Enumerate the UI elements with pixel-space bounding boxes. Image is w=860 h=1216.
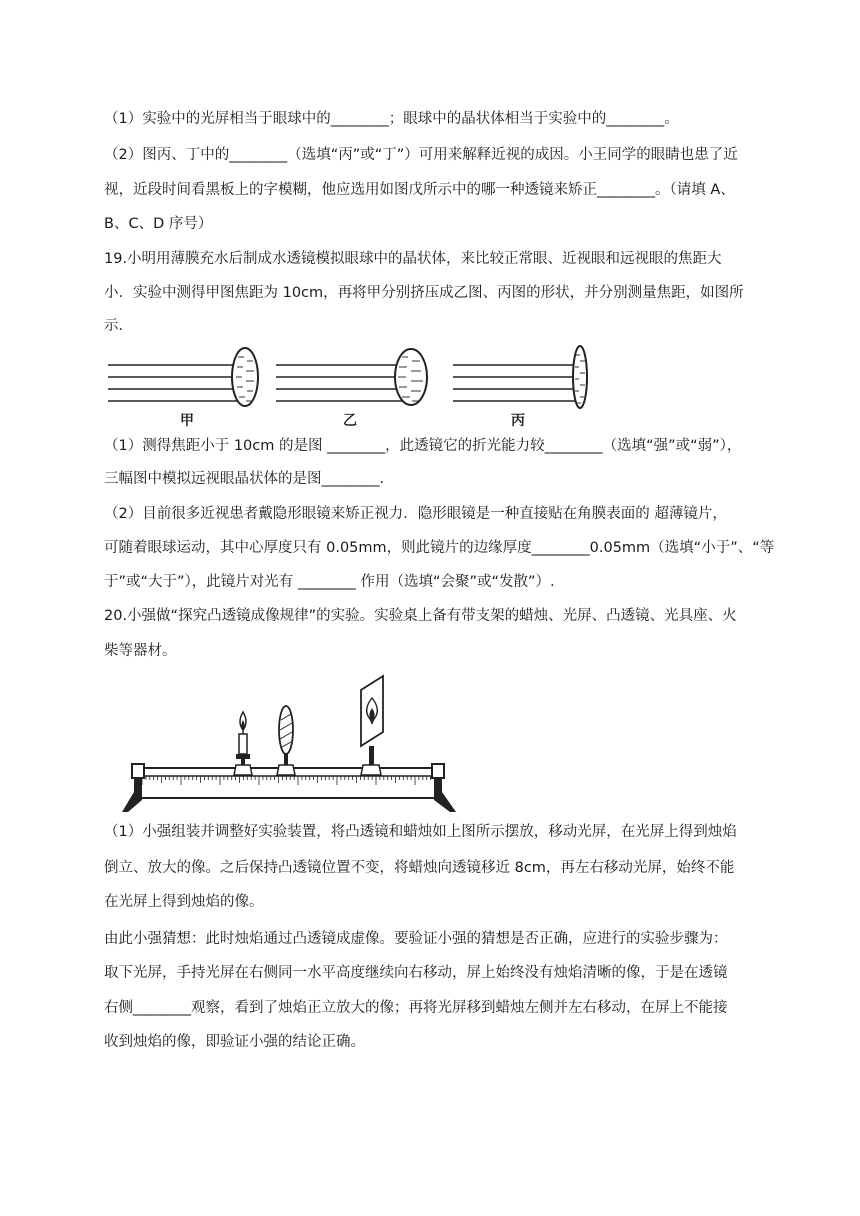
q20-part2-line4: 收到烛焰的像，即验证小强的结论正确。	[104, 1034, 365, 1050]
optical-bench-figure	[118, 672, 458, 817]
q20-part1-line3: 在光屏上得到烛焰的像。	[104, 894, 264, 910]
q18-part2-line3: B、C、D 序号）	[104, 216, 213, 232]
q20-part2-line1: 由此小强猜想：此时烛焰通过凸透镜成虚像。要验证小强的猜想是否正确，应进行的实验步骤为：	[104, 931, 728, 947]
q20-part1-line1: （1）小强组装并调整好实验装置，将凸透镜和蜡烛如上图所示摆放，移动光屏，在光屏上得到烛焰	[104, 824, 737, 840]
water-lens-figure	[108, 343, 608, 428]
convex-lens	[277, 706, 295, 775]
q19-stem-line2: 小．实验中测得甲图焦距为 10cm，再将甲分别挤压成乙图、丙图的形状，并分别测量焦距，如图所	[104, 285, 744, 301]
label-bing: 丙	[511, 413, 525, 428]
q19-stem-line1: 19.小明用薄膜充水后制成水透镜模拟眼球中的晶状体，来比较正常眼、近视眼和远视眼的焦距大	[104, 251, 722, 267]
lens-jia-diagram	[108, 348, 258, 428]
q19-stem-line3: 示．	[104, 318, 133, 334]
label-yi: 乙	[343, 413, 357, 428]
q20-part1-line2: 倒立、放大的像。之后保持凸透镜位置不变，将蜡烛向透镜移近 8cm，再左右移动光屏，始终不能	[104, 860, 735, 876]
light-screen	[361, 676, 383, 775]
q20-part2-line3: 右侧________观察，看到了烛焰正立放大的像；再将光屏移到蜡烛左侧并左右移动，在屏上不能接	[104, 1000, 728, 1016]
q19-part2-line2: 可随着眼球运动，其中心厚度只有 0.05mm，则此镜片的边缘厚度________0.05mm（选填“小于”、“等	[104, 540, 775, 556]
q18-part2-line2: 视，近段时间看黑板上的字模糊，他应选用如图戊所示中的哪一种透镜来矫正________。（请填 A、	[104, 182, 735, 198]
lens-yi-diagram	[276, 349, 427, 428]
q19-part2-line3: 于”或“大于”），此镜片对光有 ________ 作用（选填“会聚”或“发散”）.	[104, 574, 555, 590]
q18-part2-line1: （2）图丙、丁中的________（选填“丙”或“丁”）可用来解释近视的成因。小王同学的眼睛也患了近	[104, 147, 738, 163]
q19-part1-line2: 三幅图中模拟远视眼晶状体的是图________.	[104, 471, 385, 487]
q18-part1: （1）实验中的光屏相当于眼球中的________；眼球中的晶状体相当于实验中的________。	[104, 111, 679, 127]
label-jia: 甲	[180, 413, 194, 428]
q20-stem-line1: 20.小强做“探究凸透镜成像规律”的实验。实验桌上备有带支架的蜡烛、光屏、凸透镜、光具座、火	[104, 608, 737, 624]
q20-stem-line2: 柴等器材。	[104, 643, 177, 659]
q20-part2-line2: 取下光屏，手持光屏在右侧同一水平高度继续向右移动，屏上始终没有烛焰清晰的像，于是在透镜	[104, 965, 728, 981]
q19-part2-line1: （2）目前很多近视患者戴隐形眼镜来矫正视力．隐形眼镜是一种直接贴在角膜表面的 超薄镜片，	[104, 506, 727, 522]
candle	[234, 712, 252, 775]
q19-part1-line1: （1）测得焦距小于 10cm 的是图 ________，此透镜它的折光能力较________（选填“强”或“弱”），	[104, 438, 742, 454]
lens-bing-diagram	[453, 346, 587, 428]
